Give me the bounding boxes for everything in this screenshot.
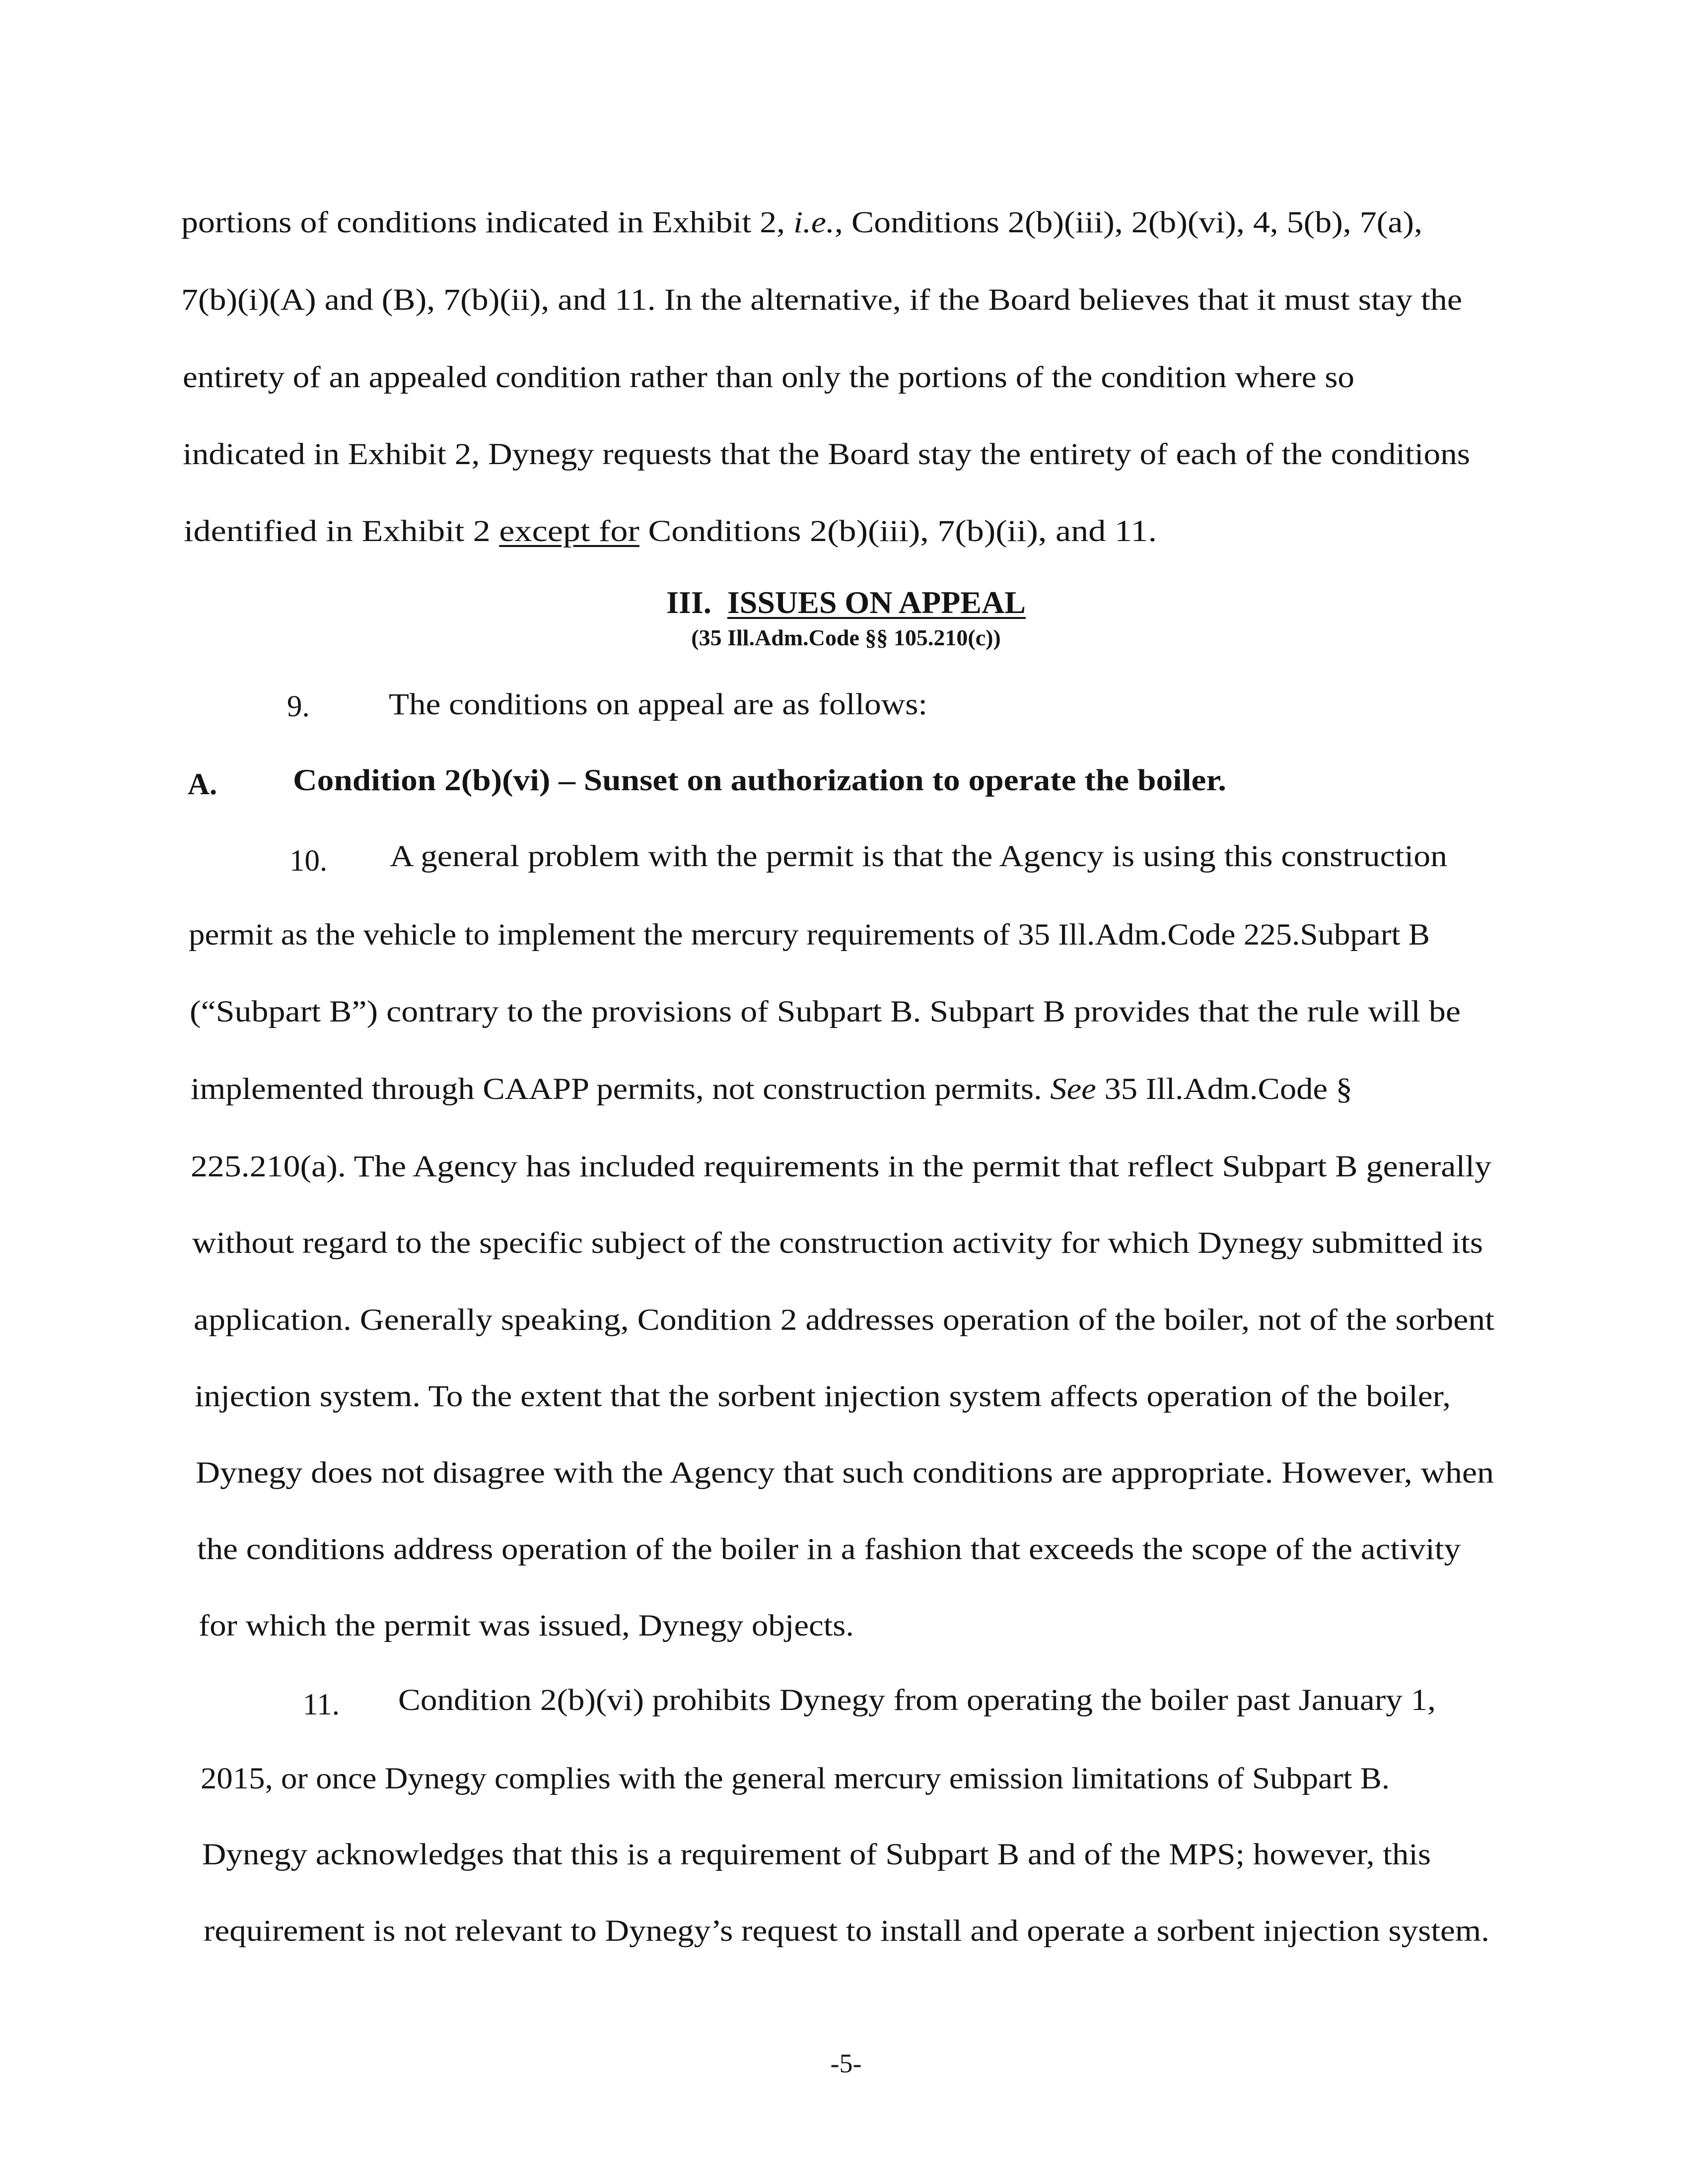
para-10-line-3: (“Subpart B”) contrary to the provisions of Subpart B. Subpart B provides that the rule will be: [190, 995, 1461, 1028]
para-10-line-11: for which the permit was issued, Dynegy objects.: [199, 1609, 854, 1642]
para-10-line-4: [191, 1074, 1352, 1104]
para-9-number: 9.: [287, 690, 310, 723]
intro-line-4: indicated in Exhibit 2, Dynegy requests that the Board stay the entirety of each of the conditions: [183, 438, 1470, 471]
para-10-line-1: A general problem with the permit is that the Agency is using this construction: [390, 840, 1447, 873]
section-heading: [0, 587, 1692, 618]
intro-line-5-a: identified in Exhibit 2: [184, 515, 499, 548]
para-10-line-10: the conditions address operation of the boiler in a fashion that exceeds the scope of the activity: [197, 1533, 1461, 1566]
intro-line-5: [184, 516, 1157, 546]
intro-line-1: [181, 207, 1422, 238]
para-11-line-1: Condition 2(b)(vi) prohibits Dynegy from operating the boiler past January 1,: [398, 1684, 1436, 1717]
para-11-line-4: requirement is not relevant to Dynegy’s request to install and operate a sorbent injection system.: [204, 1914, 1489, 1948]
para-10-line-5: 225.210(a). The Agency has included requirements in the permit that reflect Subpart B generally: [191, 1150, 1491, 1183]
para-10-line-4-a: implemented through CAAPP permits, not construction permits.: [191, 1073, 1051, 1106]
except-for-underlined: except for: [499, 515, 639, 548]
heading-a-text: Condition 2(b)(vi) – Sunset on authorization to operate the boiler.: [293, 764, 1226, 797]
heading-a-letter: A.: [188, 768, 217, 801]
para-11-line-2: 2015, or once Dynegy complies with the general mercury emission limitations of Subpart B.: [201, 1762, 1390, 1795]
para-11-line-3: Dynegy acknowledges that this is a requirement of Subpart B and of the MPS; however, this: [202, 1838, 1431, 1871]
intro-line-5-b: Conditions 2(b)(iii), 7(b)(ii), and 11.: [639, 515, 1157, 548]
para-10-line-6: without regard to the specific subject of the construction activity for which Dynegy submitted its: [192, 1227, 1483, 1260]
para-10-line-7: application. Generally speaking, Condition 2 addresses operation of the boiler, not of the sorbent: [194, 1303, 1494, 1337]
section-number: III.: [666, 585, 711, 620]
section-title: ISSUES ON APPEAL: [727, 585, 1026, 620]
see-italic: See: [1050, 1073, 1096, 1106]
page-number: -5-: [830, 2048, 862, 2078]
intro-line-3: entirety of an appealed condition rather than only the portions of the condition where so: [183, 361, 1354, 394]
intro-line-1-ie: i.e.: [793, 206, 835, 239]
para-10-line-2: permit as the vehicle to implement the mercury requirements of 35 Ill.Adm.Code 225.Subpart B: [189, 918, 1430, 952]
intro-line-2: 7(b)(i)(A) and (B), 7(b)(ii), and 11. In the alternative, if the Board believes that it must stay the: [181, 283, 1462, 317]
section-citation: (35 Ill.Adm.Code §§ 105.210(c)): [691, 625, 1001, 650]
para-10-line-4-b: 35 Ill.Adm.Code §: [1096, 1073, 1352, 1106]
para-9-text: The conditions on appeal are as follows:: [389, 688, 927, 721]
para-11-number: 11.: [303, 1688, 340, 1721]
intro-line-1-a: portions of conditions indicated in Exhibit 2,: [181, 206, 794, 239]
para-10-number: 10.: [289, 844, 328, 878]
para-10-line-8: injection system. To the extent that the sorbent injection system affects operation of the boiler,: [195, 1380, 1451, 1413]
intro-line-1-b: , Conditions 2(b)(iii), 2(b)(vi), 4, 5(b), 7(a),: [835, 206, 1422, 239]
para-10-line-9: Dynegy does not disagree with the Agency that such conditions are appropriate. However, when: [196, 1456, 1494, 1490]
